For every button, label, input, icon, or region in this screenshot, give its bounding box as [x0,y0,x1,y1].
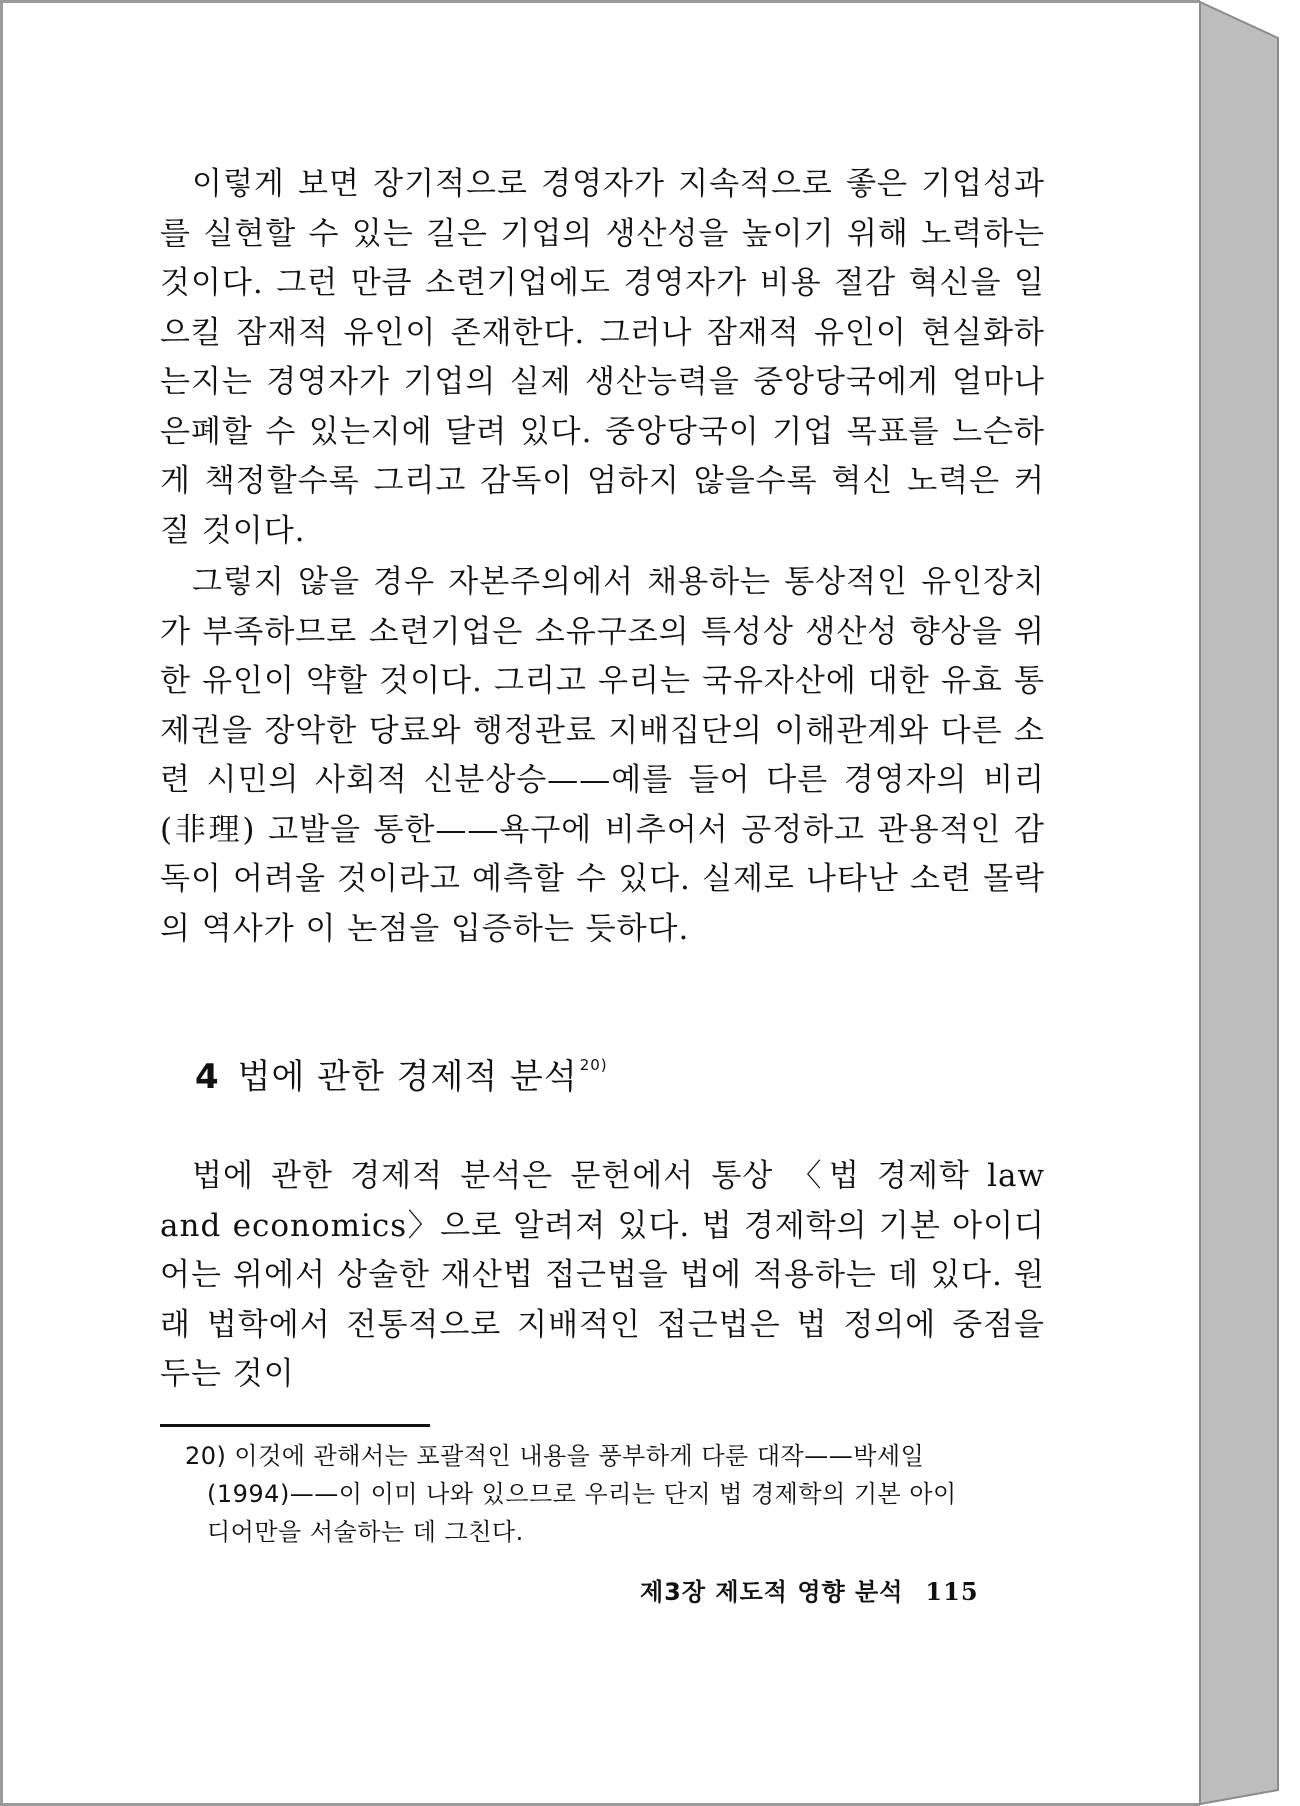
section-title: 법에 관한 경제적 분석 [237,1057,578,1097]
section-number: 4 [195,1057,220,1097]
section-heading [160,1040,1045,1102]
body-paragraph: 그렇지 않을 경우 자본주의에서 채용하는 통상적인 유인장치가 부족하므로 소련기업은 소유구조의 특성상 생산성 향상을 위한 유인이 약할 것이다. 그리고 우리는 국유자산에 대한 유효 통제권을 장악한 당료와 행정관료 지배집단의 이해관계와 다른 소련 시민의 사회적 신분상승——예를 들어 다른 경영자의 비리(非理) 고발을 통한——욕구에 비추어서 공정하고 관용적인 감독이 어려울 것이라고 예측할 수 있다. 실제로 나타난 소련 몰락의 역사가 이 논점을 입증하는 듯하다. [160,564,1045,947]
footnote [160,1437,1045,1551]
chapter-title: 제3장 제도적 영향 분석 [640,1578,904,1606]
footnote-line-1: 이것에 관해서는 포괄적인 내용을 풍부하게 다룬 대작——박세일 [234,1441,925,1470]
body-paragraph: 이렇게 보면 장기적으로 경영자가 지속적으로 좋은 기업성과를 실현할 수 있는 길은 기업의 생산성을 높이기 위해 노력하는 것이다. 그런 만큼 소련기업에도 경영자가 비용 절감 혁신을 일으킬 잠재적 유인이 존재한다. 그러나 잠재적 유인이 현실화하는지는 경영자가 기업의 실제 생산능력을 중앙당국에게 얼마나 은폐할 수 있는지에 달려 있다. 중앙당국이 기업 목표를 느슨하게 책정할수록 그리고 감독이 엄하지 않을수록 혁신 노력은 커질 것이다. [160,166,1045,549]
footnote-line-2: (1994)——이 이미 나와 있으므로 우리는 단지 법 경제학의 기본 아이 [207,1479,957,1508]
footnote-line-3: 디어만을 서술하는 데 그친다. [207,1517,524,1546]
footnote-reference: 20) [579,1056,608,1074]
page-content [160,160,1045,1551]
footnote-divider [160,1424,430,1427]
section-body-paragraph: 법에 관한 경제적 분석은 문헌에서 통상 〈법 경제학 law and economics〉으로 알려져 있다. 법 경제학의 기본 아이디어는 위에서 상술한 재산법 접근법을 법에 적용하는 데 있다. 원래 법학에서 전통적으로 지배적인 접근법은 법 정의에 중점을 두는 것이 [160,1158,1045,1392]
running-footer [640,1572,979,1607]
footnote-number: 20) [185,1441,227,1470]
page-number: 115 [925,1577,979,1606]
